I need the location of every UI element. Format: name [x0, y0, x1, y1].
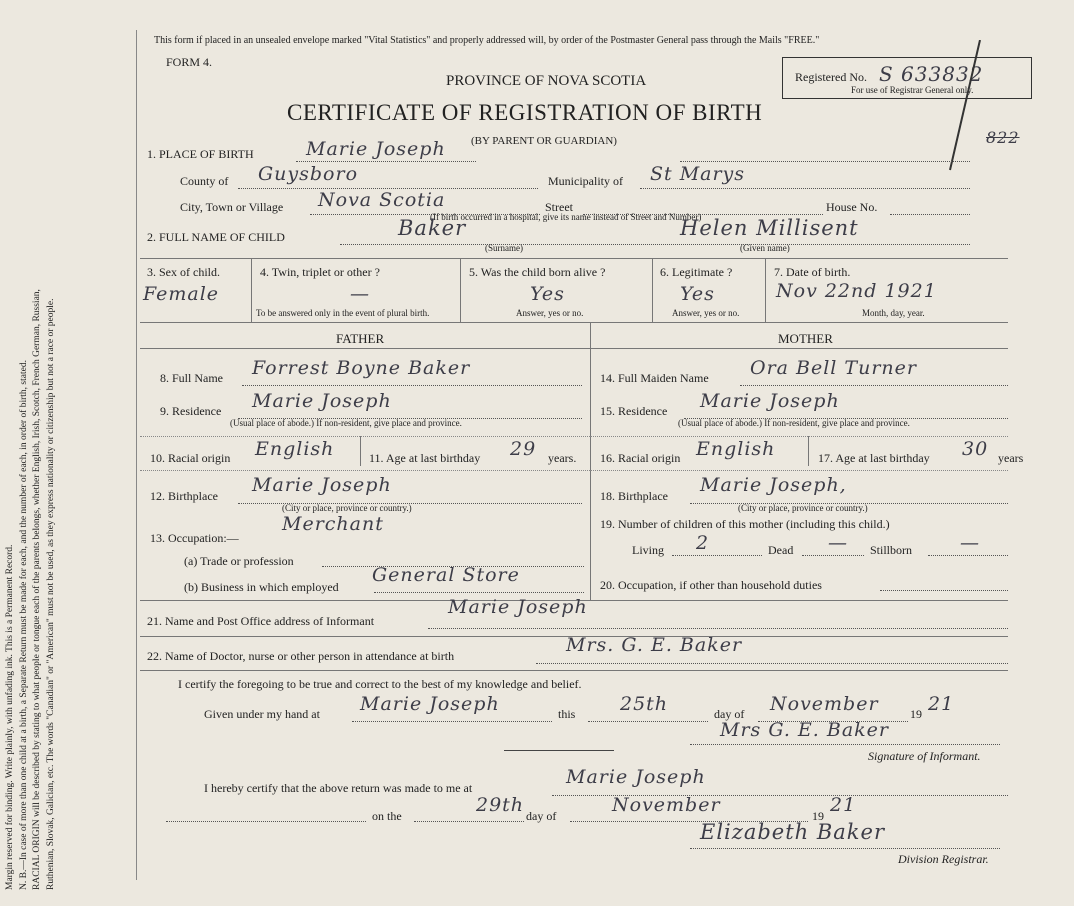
- return-statement: I hereby certify that the above return was made to me at: [204, 781, 473, 795]
- stillborn-label: Stillborn: [870, 543, 913, 557]
- living-label: Living: [632, 543, 664, 557]
- surname-caption: (Surname): [485, 243, 523, 253]
- twin-note: To be answered only in the event of plural birth.: [256, 308, 430, 318]
- father-name-label: 8. Full Name: [160, 371, 223, 385]
- given-caption: (Given name): [740, 243, 790, 253]
- dead-label: Dead: [768, 543, 794, 557]
- date-of-birth-label: 7. Date of birth.: [774, 265, 851, 279]
- given-under-label: Given under my hand at: [204, 707, 320, 721]
- mother-years-label: years: [998, 451, 1024, 465]
- mother-racial-value: English: [696, 438, 776, 460]
- living-value: 2: [696, 532, 710, 554]
- given-year-value: 21: [928, 693, 955, 715]
- child-given-name: Helen Millisent: [680, 216, 859, 240]
- stillborn-value: —: [960, 532, 980, 554]
- dead-value: —: [828, 532, 848, 554]
- alive-note: Answer, yes or no.: [516, 308, 584, 318]
- child-name-label: 2. FULL NAME OF CHILD: [147, 230, 285, 244]
- house-number-label: House No.: [826, 200, 878, 214]
- given-place-value: Marie Joseph: [360, 693, 500, 715]
- city-label: City, Town or Village: [180, 200, 284, 214]
- father-occupation-label: 13. Occupation:—: [150, 531, 239, 545]
- mother-birthplace-note: (City or place, province or country.): [738, 503, 868, 513]
- registrar-note: For use of Registrar General only.: [851, 85, 974, 95]
- father-heading: FATHER: [336, 331, 385, 346]
- alive-value: Yes: [530, 283, 565, 305]
- mother-name-label: 14. Full Maiden Name: [600, 371, 709, 385]
- given-month-value: November: [770, 693, 879, 715]
- place-of-birth-value: Marie Joseph: [306, 138, 446, 160]
- return-place-value: Marie Joseph: [566, 766, 706, 788]
- date-of-birth-value: Nov 22nd 1921: [776, 280, 937, 302]
- mother-residence-note: (Usual place of abode.) If non-resident, give place and province.: [678, 418, 910, 428]
- municipality-label: Municipality of: [548, 174, 623, 188]
- mother-age-label: 17. Age at last birthday: [818, 451, 930, 465]
- mother-name-value: Ora Bell Turner: [750, 357, 917, 379]
- return-day-label: day of: [526, 809, 557, 823]
- certificate-title: CERTIFICATE OF REGISTRATION OF BIRTH: [287, 100, 763, 125]
- registrar-caption: Division Registrar.: [898, 852, 989, 866]
- return-year-value: 21: [830, 794, 857, 816]
- twin-label: 4. Twin, triplet or other ?: [260, 265, 380, 279]
- margin-line-1: Margin reserved for binding. Write plainly, with unfading ink. This is a Permanent Record.: [5, 544, 15, 890]
- alive-label: 5. Was the child born alive ?: [469, 265, 606, 279]
- form-number: FORM 4.: [166, 55, 213, 69]
- doctor-label: 22. Name of Doctor, nurse or other person in attendance at birth: [147, 649, 455, 663]
- return-month-value: November: [612, 794, 721, 816]
- county-label: County of: [180, 174, 229, 188]
- mother-birthplace-value: Marie Joseph,: [700, 474, 847, 496]
- father-racial-label: 10. Racial origin: [150, 451, 231, 465]
- mother-children-label: 19. Number of children of this mother (including this child.): [600, 517, 890, 531]
- mother-racial-label: 16. Racial origin: [600, 451, 681, 465]
- twin-value: —: [350, 283, 370, 305]
- father-business-value: General Store: [372, 564, 520, 586]
- father-racial-value: English: [255, 438, 335, 460]
- father-years-label: years.: [548, 451, 577, 465]
- return-year-prefix: 19: [812, 809, 824, 823]
- child-surname: Baker: [398, 216, 467, 240]
- father-age-value: 29: [510, 438, 537, 460]
- mother-age-value: 30: [962, 438, 989, 460]
- legitimate-value: Yes: [680, 283, 715, 305]
- province-heading: PROVINCE OF NOVA SCOTIA: [446, 73, 647, 89]
- registrar-signature: Elizabeth Baker: [700, 820, 885, 844]
- mother-occupation-label: 20. Occupation, if other than household duties: [600, 578, 822, 592]
- city-value: Nova Scotia: [318, 189, 446, 211]
- informant-signature: Mrs G. E. Baker: [720, 719, 889, 741]
- father-residence-note: (Usual place of abode.) If non-resident, give place and province.: [230, 418, 462, 428]
- this-label: this: [558, 707, 576, 721]
- margin-line-4: Ruthenian, Slovak, Galician, etc. The words "Canadian" or "American" must not be used, as they express nationality or citizenship but not a race or people.: [45, 298, 56, 890]
- certificate-subtitle: (BY PARENT OR GUARDIAN): [471, 135, 617, 147]
- informant-value: Marie Joseph: [448, 596, 588, 618]
- mother-birthplace-label: 18. Birthplace: [600, 489, 668, 503]
- registered-label: Registered No.: [795, 70, 867, 84]
- father-birthplace-value: Marie Joseph: [252, 474, 392, 496]
- return-day-value: 29th: [476, 794, 525, 816]
- sex-value: Female: [143, 283, 220, 305]
- pen-stroke-mark: [930, 40, 990, 180]
- father-trade-label: (a) Trade or profession: [184, 554, 294, 568]
- registered-number: S 633832: [879, 62, 984, 86]
- hospital-note: (If birth occurred in a hospital, give its name instead of Street and Number): [430, 212, 702, 222]
- mother-residence-label: 15. Residence: [600, 404, 668, 418]
- father-business-label: (b) Business in which employed: [184, 580, 339, 594]
- county-value: Guysboro: [258, 163, 359, 185]
- mother-residence-value: Marie Joseph: [700, 390, 840, 412]
- sex-label: 3. Sex of child.: [147, 265, 220, 279]
- binding-margin-rule: [136, 30, 137, 880]
- postal-notice: This form if placed in an unsealed envelope marked "Vital Statistics" and properly addressed will, by order of the Postmaster General pass through the Mails "FREE.": [154, 35, 820, 46]
- date-of-birth-note: Month, day, year.: [862, 308, 925, 318]
- given-day-label: day of: [714, 707, 745, 721]
- father-residence-value: Marie Joseph: [252, 390, 392, 412]
- given-day-value: 25th: [620, 693, 669, 715]
- place-of-birth-label: 1. PLACE OF BIRTH: [147, 147, 254, 161]
- municipality-value: St Marys: [650, 163, 746, 185]
- legitimate-note: Answer, yes or no.: [672, 308, 740, 318]
- mother-heading: MOTHER: [778, 331, 833, 346]
- certify-statement: I certify the foregoing to be true and correct to the best of my knowledge and belief.: [178, 677, 582, 691]
- margin-line-2: N. B.—In case of more than one child at a birth, a Separate Return must be made for each, and the number of each, in order of birth, stated.: [18, 360, 29, 890]
- doctor-value: Mrs. G. E. Baker: [566, 634, 743, 656]
- on-the-label: on the: [372, 809, 402, 823]
- registration-number-box: [782, 57, 1032, 99]
- informant-signature-caption: Signature of Informant.: [868, 749, 981, 763]
- corner-mark: 822: [986, 128, 1020, 147]
- margin-instructions: [4, 30, 58, 890]
- legitimate-label: 6. Legitimate ?: [660, 265, 733, 279]
- street-label: Street: [545, 200, 573, 214]
- father-name-value: Forrest Boyne Baker: [252, 357, 471, 379]
- informant-label: 21. Name and Post Office address of Informant: [147, 614, 375, 628]
- father-occupation-value: Merchant: [282, 513, 384, 535]
- father-birthplace-note: (City or place, province or country.): [282, 503, 412, 513]
- father-residence-label: 9. Residence: [160, 404, 222, 418]
- father-birthplace-label: 12. Birthplace: [150, 489, 218, 503]
- given-year-prefix: 19: [910, 707, 922, 721]
- margin-line-3: RACIAL ORIGIN will be described by stating to what people or tongue each of the parents belongs, whether English, Irish, Scotch, French German, Russian,: [32, 289, 42, 890]
- father-age-label: 11. Age at last birthday: [369, 451, 481, 465]
